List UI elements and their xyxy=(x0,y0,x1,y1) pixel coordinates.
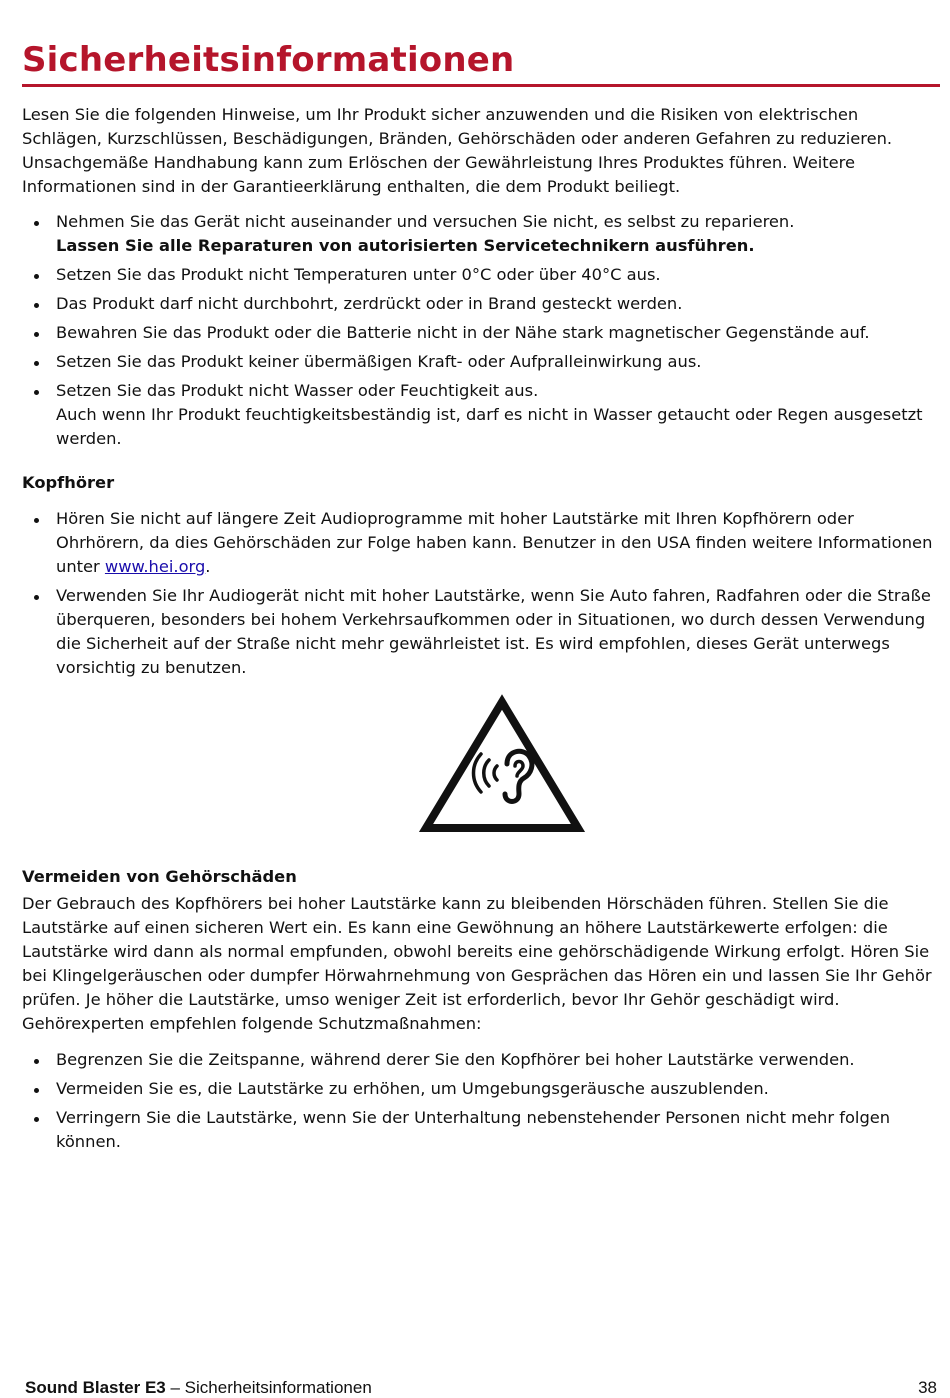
list-item xyxy=(22,1048,940,1072)
hearing-protection-list xyxy=(22,1048,940,1159)
list-item-note: Auch wenn Ihr Produkt feuchtigkeitsbeständig ist, darf es nicht in Wasser getaucht oder Regen ausgesetzt werden. xyxy=(56,405,923,448)
footer-separator: – xyxy=(165,1378,185,1397)
list-item-text: Setzen Sie das Produkt nicht Temperaturen unter 0°C oder über 40°C aus. xyxy=(56,265,661,284)
list-item-text: Verringern Sie die Lautstärke, wenn Sie der Unterhaltung nebenstehender Personen nicht mehr folgen können. xyxy=(56,1108,891,1151)
list-item xyxy=(22,321,940,345)
page-footer xyxy=(25,1378,937,1398)
intro-paragraph: Lesen Sie die folgenden Hinweise, um Ihr Produkt sicher anzuwenden und die Risiken von elektrischen Schlägen, Kurzschlüssen, Beschädigungen, Bränden, Gehörschäden oder anderen Gefahren zu reduzieren. Unsachgemäße Handhabung kann zum Erlöschen der Gewährleistung Ihres Produktes führen. Weitere Informationen sind in der Garantieerklärung enthalten, die dem Produkt beiliegt. xyxy=(22,105,893,196)
title-divider xyxy=(22,84,940,87)
footer-product-name: Sound Blaster E3 xyxy=(25,1378,166,1397)
page-title: Sicherheitsinformationen xyxy=(22,40,515,80)
list-item xyxy=(22,292,940,316)
list-item-text: Setzen Sie das Produkt nicht Wasser oder Feuchtigkeit aus. xyxy=(56,381,539,400)
list-item-text: Hören Sie nicht auf längere Zeit Audioprogramme mit hoher Lautstärke mit Ihren Kopfhörern oder Ohrhörern, da dies Gehörschäden zur Folge haben kann. Benutzer in den USA finden weitere Informationen unter xyxy=(56,509,933,576)
list-item-text: Setzen Sie das Produkt keiner übermäßigen Kraft- oder Aufpralleinwirkung aus. xyxy=(56,352,702,371)
list-item-text: Begrenzen Sie die Zeitspanne, während derer Sie den Kopfhörer bei hoher Lautstärke verwenden. xyxy=(56,1050,855,1069)
list-item xyxy=(22,263,940,287)
hei-org-link[interactable]: www.hei.org xyxy=(104,557,206,576)
list-item-text-end: . xyxy=(205,557,211,576)
list-item-text: Verwenden Sie Ihr Audiogerät nicht mit hoher Lautstärke, wenn Sie Auto fahren, Radfahren oder die Straße überqueren, besonders bei hohem Verkehrsaufkommen oder in Situationen, wo durch dessen Verwendung die Sicherheit auf der Straße nicht mehr gewährleistet ist. Es wird empfohlen, dieses Gerät unterwegs vorsichtig zu benutzen. xyxy=(56,586,931,677)
list-item xyxy=(22,1077,940,1101)
section-heading-hearing: Vermeiden von Gehörschäden xyxy=(22,867,297,886)
list-item xyxy=(22,350,940,374)
hearing-warning-triangle-icon xyxy=(419,694,585,840)
list-item xyxy=(22,210,940,258)
headphones-list xyxy=(22,507,940,685)
list-item xyxy=(22,507,940,579)
list-item-text: Das Produkt darf nicht durchbohrt, zerdrückt oder in Brand gesteckt werden. xyxy=(56,294,683,313)
list-item xyxy=(22,584,940,680)
page-number: 38 xyxy=(918,1378,937,1397)
list-item xyxy=(22,379,940,451)
hearing-paragraph: Der Gebrauch des Kopfhörers bei hoher Lautstärke kann zu bleibenden Hörschäden führen. Stellen Sie die Lautstärke auf einen sicheren Wert ein. Es kann eine Gewöhnung an höhere Lautstärkewerte erfolgen: die Lautstärke wird dann als normal empfunden, obwohl bereits eine gehörschädigende Wirkung erfolgt. Hören Sie bei Klingelgeräuschen oder dumpfer Hörwahrnehmung von Gesprächen das Hören ein und lassen Sie Ihr Gehör prüfen. Je höher die Lautstärke, umso weniger Zeit ist erforderlich, bevor Ihr Gehör geschädigt wird. Gehörexperten empfehlen folgende Schutzmaßnahmen: xyxy=(22,894,932,1033)
list-item-text: Bewahren Sie das Produkt oder die Batterie nicht in der Nähe stark magnetischer Gegenstände auf. xyxy=(56,323,870,342)
general-safety-list xyxy=(22,210,940,456)
footer-section-name: Sicherheitsinformationen xyxy=(184,1378,372,1397)
section-heading-headphones: Kopfhörer xyxy=(22,473,115,492)
list-item xyxy=(22,1106,940,1154)
list-item-emphasis: Lassen Sie alle Reparaturen von autorisierten Servicetechnikern ausführen. xyxy=(56,236,755,255)
list-item-text: Nehmen Sie das Gerät nicht auseinander und versuchen Sie nicht, es selbst zu reparieren. xyxy=(56,212,795,231)
list-item-text: Vermeiden Sie es, die Lautstärke zu erhöhen, um Umgebungsgeräusche auszublenden. xyxy=(56,1079,769,1098)
